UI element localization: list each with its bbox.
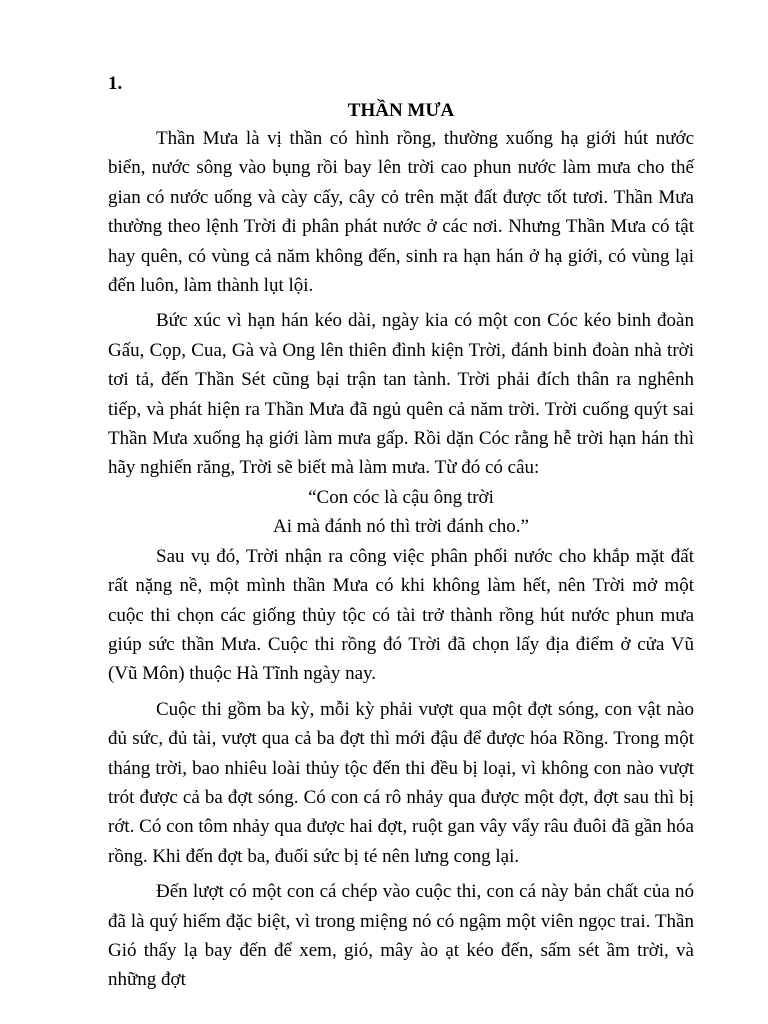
story-title: THẦN MƯA <box>347 100 455 121</box>
paragraph-4: Cuộc thi gồm ba kỳ, mỗi kỳ phải vượt qua một đợt sóng, con vật nào đủ sức, đủ tài, vượt qua cả ba đợt thì mới đậu để được hóa Rồng. Trong một tháng trời, bao nhiêu loài thủy tộc đến thi đều bị loại, vì không con nào vượt trót được cả ba đợt sóng. Có con cá rô nhảy qua được một đợt, đợt sau thì bị rớt. Có con tôm nhảy qua được hai đợt, ruột gan vây vẩy râu đuôi đã gần hóa rồng. Khi đến đợt ba, đuối sức bị té nên lưng cong lại. <box>108 698 694 867</box>
paragraph-3: Sau vụ đó, Trời nhận ra công việc phân phối nước cho khắp mặt đất rất nặng nề, một mình thần Mưa có khi không làm hết, nên Trời mở một cuộc thi chọn các giống thủy tộc có tài trở thành rồng hút nước phun mưa giúp sức thần Mưa. Cuộc thi rồng đó Trời đã chọn lấy địa điểm ở cửa Vũ (Vũ Môn) thuộc Hà Tĩnh ngày nay. <box>108 545 694 685</box>
section-number: 1. <box>108 73 123 94</box>
paragraph-1: Thần Mưa là vị thần có hình rồng, thường xuống hạ giới hút nước biển, nước sông vào bụng rồi bay lên trời cao phun nước làm mưa cho thế gian có nước uống và cày cấy, cây cỏ trên mặt đất được tốt tươi. Thần Mưa thường theo lệnh Trời đi phân phát nước ở các nơi. Nhưng Thần Mưa có tật hay quên, có vùng cả năm không đến, sinh ra hạn hán ở hạ giới, có vùng lại đến luôn, làm thành lụt lội. <box>108 128 694 297</box>
verse-line-1: “Con cóc là cậu ông trời <box>308 486 494 508</box>
paragraph-5: Đến lượt có một con cá chép vào cuộc thi, con cá này bản chất của nó đã là quý hiếm đặc biệt, vì trong miệng nó có ngậm một viên ngọc trai. Thần Gió thấy lạ bay đến để xem, gió, mây ào ạt kéo đến, sấm sét ầm trời, và những đợt <box>108 881 694 991</box>
paragraph-2: Bức xúc vì hạn hán kéo dài, ngày kia có một con Cóc kéo binh đoàn Gấu, Cọp, Cua, Gà và Ong lên thiên đình kiện Trời, đánh binh đoàn nhà trời tơi tả, đến Thần Sét cũng bại trận tan tành. Trời phải đích thân ra nghênh tiếp, và phát hiện ra Thần Mưa đã ngủ quên cả năm trời. Trời cuống quýt sai Thần Mưa xuống hạ giới làm mưa gấp. Rồi dặn Cóc rằng hễ trời hạn hán thì hãy nghiến răng, Trời sẽ biết mà làm mưa. Từ đó có câu: <box>108 310 694 479</box>
verse-line-2: Ai mà đánh nó thì trời đánh cho.” <box>273 516 529 538</box>
document-content <box>108 70 694 1001</box>
verse-block <box>108 483 694 542</box>
